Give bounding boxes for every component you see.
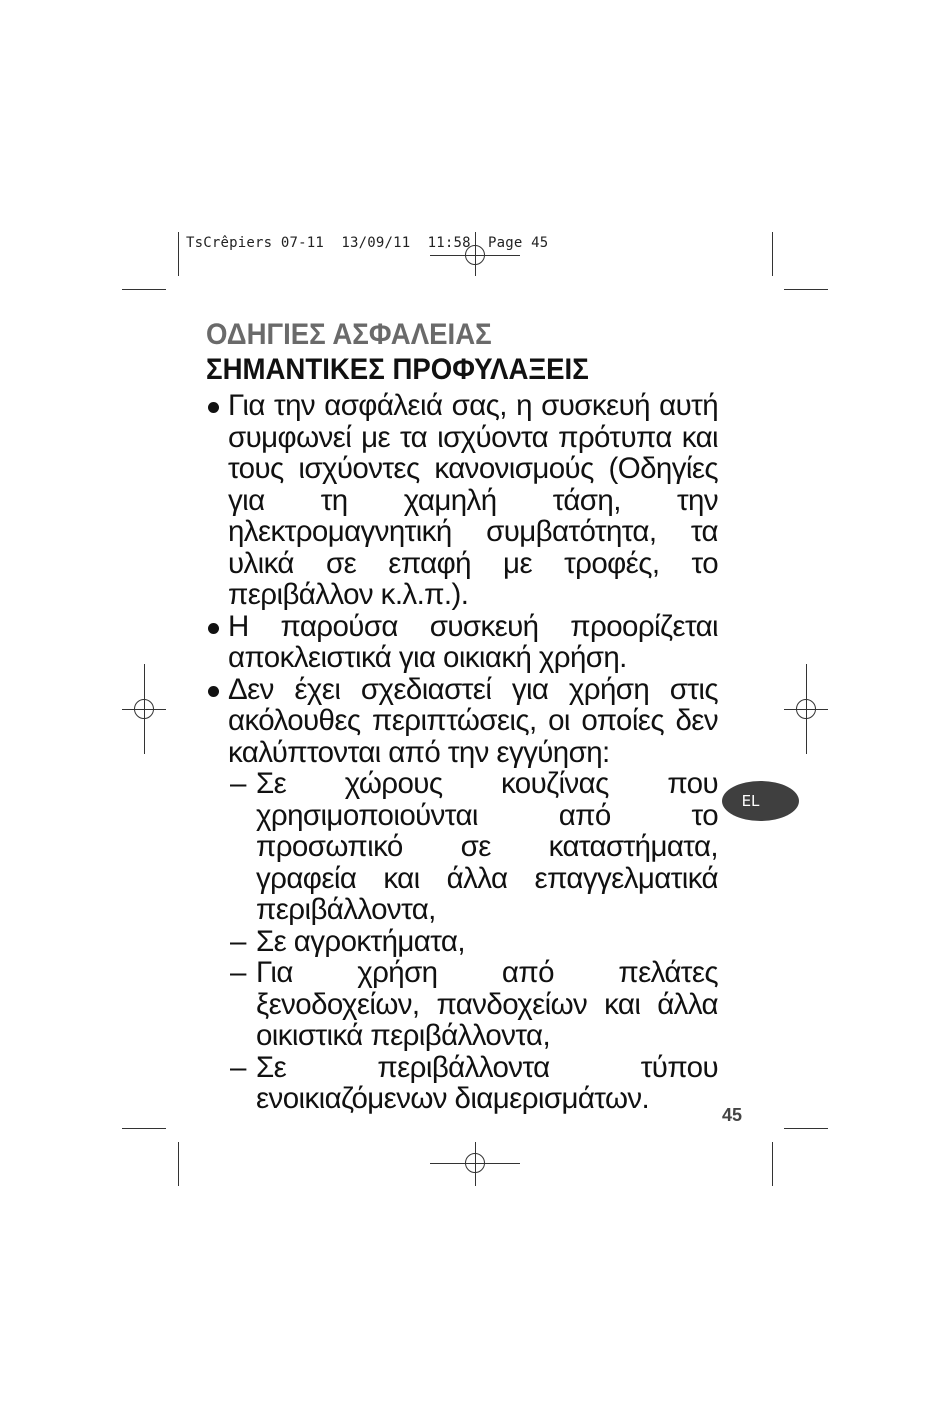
- sub-list-item: [230, 926, 718, 958]
- crop-mark-bottom-right-h: [784, 1128, 828, 1129]
- bullet-dot-icon: [208, 623, 219, 634]
- dash-marker: –: [230, 767, 246, 800]
- bullet-item: [206, 674, 718, 769]
- sub-list-item: [230, 957, 718, 1052]
- crop-mark-bottom-left-v: [178, 1142, 179, 1186]
- bullet-item: [206, 390, 718, 611]
- crop-mark-top-left-v: [178, 232, 179, 276]
- language-badge: EL: [722, 781, 799, 821]
- bullet-dot-icon: [208, 402, 219, 413]
- crop-mark-top-right-h: [784, 289, 828, 290]
- bullet-item: [206, 611, 718, 674]
- bullet-text: Δεν έχει σχεδιαστεί για χρήση στις ακόλουθες περιπτώσεις, οι οποίες δεν καλύπτονται από την εγγύηση:: [228, 672, 718, 769]
- sub-list-item: [230, 768, 718, 926]
- section-title: ΟΔΗΓΙΕΣ ΑΣΦΑΛΕΙΑΣ: [206, 318, 492, 351]
- page-number: 45: [722, 1105, 743, 1125]
- sub-item-text: Για χρήση από πελάτες ξενοδοχείων, πανδοχείων και άλλα οικιστικά περιβάλλοντα,: [256, 956, 718, 1052]
- registration-right-circle-icon: [796, 699, 816, 719]
- registration-left-circle-icon: [134, 699, 154, 719]
- crop-mark-top-left-h: [122, 289, 166, 290]
- sub-item-text: Σε χώρους κουζίνας που χρησιμοποιούνται από το προσωπικό σε καταστήματα, γραφεία και άλλα επαγγελματικά περιβάλλοντα,: [256, 767, 718, 926]
- print-slug-line: TsCrêpiers 07-11 13/09/11 11:58 Page 45: [186, 235, 549, 251]
- sub-item-text: Σε αγροκτήματα,: [256, 924, 465, 958]
- crop-mark-bottom-right-v: [772, 1142, 773, 1186]
- bullet-text: Η παρούσα συσκευή προορίζεται αποκλειστικά για οικιακή χρήση.: [228, 609, 718, 674]
- crop-mark-top-right-v: [772, 232, 773, 276]
- dash-marker: –: [230, 1050, 246, 1084]
- bullet-text: Για την ασφάλειά σας, η συσκευή αυτή συμφωνεί με τα ισχύοντα πρότυπα και τους ισχύοντες κανονισμούς (Οδηγίες για τη χαμηλή τάση, την ηλεκτρομαγνητική συμβατότητα, τα υλικά σε επαφή με τροφές, το περιβάλλον κ.λ.π.).: [228, 389, 718, 611]
- crop-mark-bottom-left-h: [122, 1128, 166, 1129]
- registration-bottom-circle-icon: [465, 1153, 485, 1173]
- bullet-dot-icon: [208, 686, 219, 697]
- safety-instructions: [206, 318, 718, 1115]
- dash-marker: –: [230, 956, 246, 989]
- sub-item-text: Σε περιβάλλοντα τύπου ενοικιαζόμενων διαμερισμάτων.: [256, 1050, 718, 1115]
- sub-list-item: [230, 1052, 718, 1115]
- dash-marker: –: [230, 924, 246, 958]
- section-subtitle: ΣΗΜΑΝΤΙΚΕΣ ΠΡΟΦΥΛΑΞΕΙΣ: [206, 353, 589, 386]
